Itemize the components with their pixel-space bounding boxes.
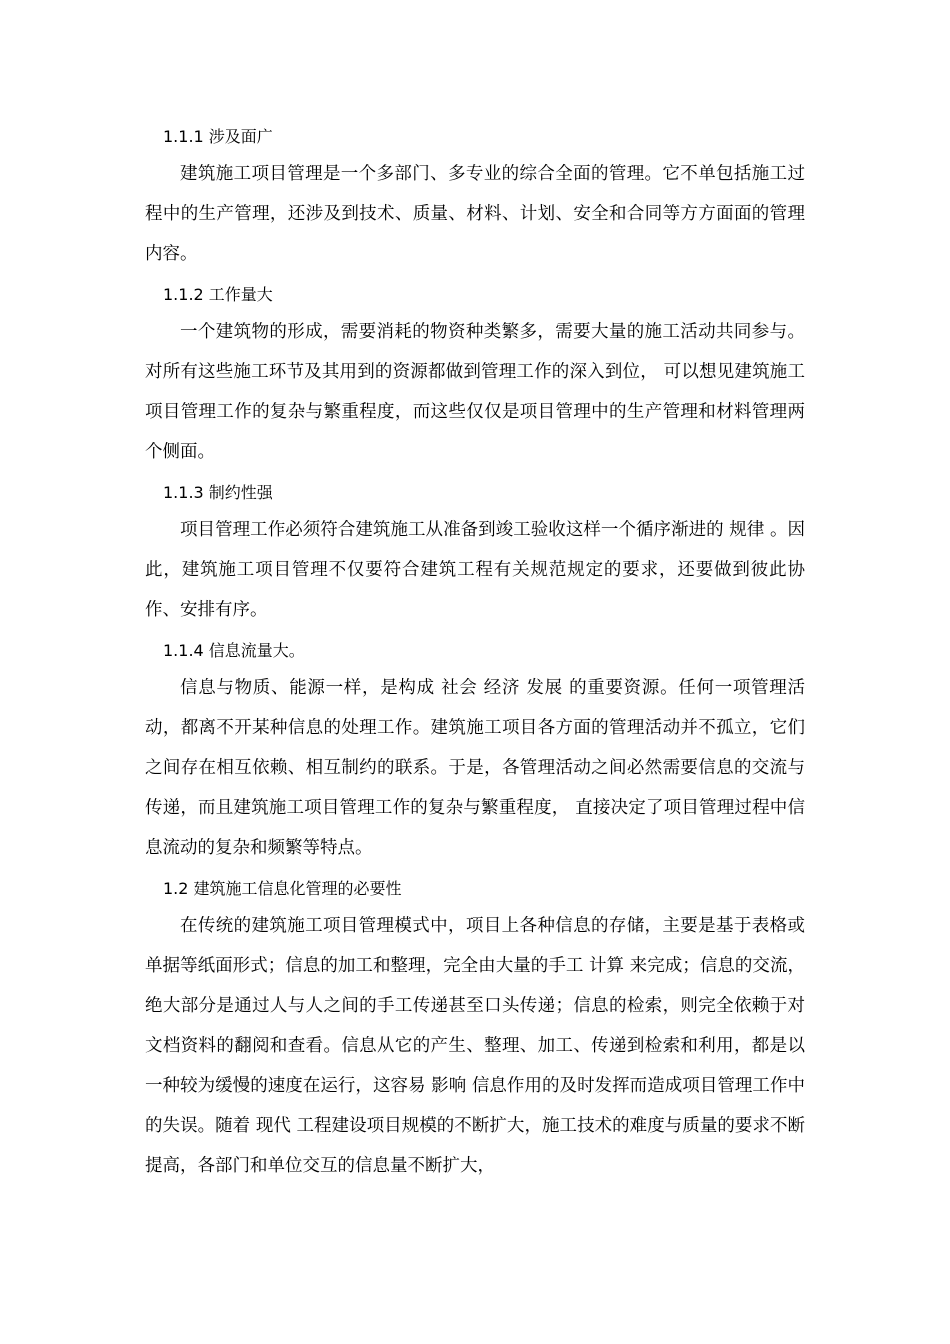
- document-body: [145, 122, 805, 1192]
- section-paragraph-1-1-4: 信息与物质、能源一样，是构成 社会 经济 发展 的重要资源。任何一项管理活动，都离不开某种信息的处理工作。建筑施工项目各方面的管理活动并不孤立，它们之间存在相互依赖、相互制约的联系。于是，各管理活动之间必然需要信息的交流与传递，而且建筑施工项目管理工作的复杂与繁重程度， 直接决定了项目管理过程中信息流动的复杂和频繁等特点。: [145, 678, 805, 858]
- section-heading-1-1-4: 1.1.4 信息流量大。: [163, 641, 305, 660]
- section-heading-1-2: 1.2 建筑施工信息化管理的必要性: [163, 879, 402, 898]
- section-heading-1-1-3: 1.1.3 制约性强: [163, 483, 273, 502]
- section-paragraph-1-1-2: 一个建筑物的形成，需要消耗的物资种类繁多，需要大量的施工活动共同参与。对所有这些施工环节及其用到的资源都做到管理工作的深入到位， 可以想见建筑施工项目管理工作的复杂与繁重程度，而这些仅仅是项目管理中的生产管理和材料管理两个侧面。: [145, 322, 805, 462]
- section-heading-1-1-1: 1.1.1 涉及面广: [163, 127, 273, 146]
- section-paragraph-1-2: 在传统的建筑施工项目管理模式中，项目上各种信息的存储，主要是基于表格或单据等纸面形式；信息的加工和整理，完全由大量的手工 计算 来完成；信息的交流，绝大部分是通过人与人之间的手工传递甚至口头传递；信息的检索，则完全依赖于对文档资料的翻阅和查看。信息从它的产生、整理、加工、传递到检索和利用，都是以一种较为缓慢的速度在运行，这容易 影响 信息作用的及时发挥而造成项目管理工作中的失误。随着 现代 工程建设项目规模的不断扩大，施工技术的难度与质量的要求不断提高，各部门和单位交互的信息量不断扩大，: [145, 916, 805, 1176]
- section-paragraph-1-1-3: 项目管理工作必须符合建筑施工从准备到竣工验收这样一个循序渐进的 规律 。因此，建筑施工项目管理不仅要符合建筑工程有关规范规定的要求，还要做到彼此协作、安排有序。: [145, 520, 805, 620]
- section-paragraph-1-1-1: 建筑施工项目管理是一个多部门、多专业的综合全面的管理。它不单包括施工过程中的生产管理，还涉及到技术、质量、材料、计划、安全和合同等方方面面的管理内容。: [145, 164, 805, 264]
- section-heading-1-1-2: 1.1.2 工作量大: [163, 285, 273, 304]
